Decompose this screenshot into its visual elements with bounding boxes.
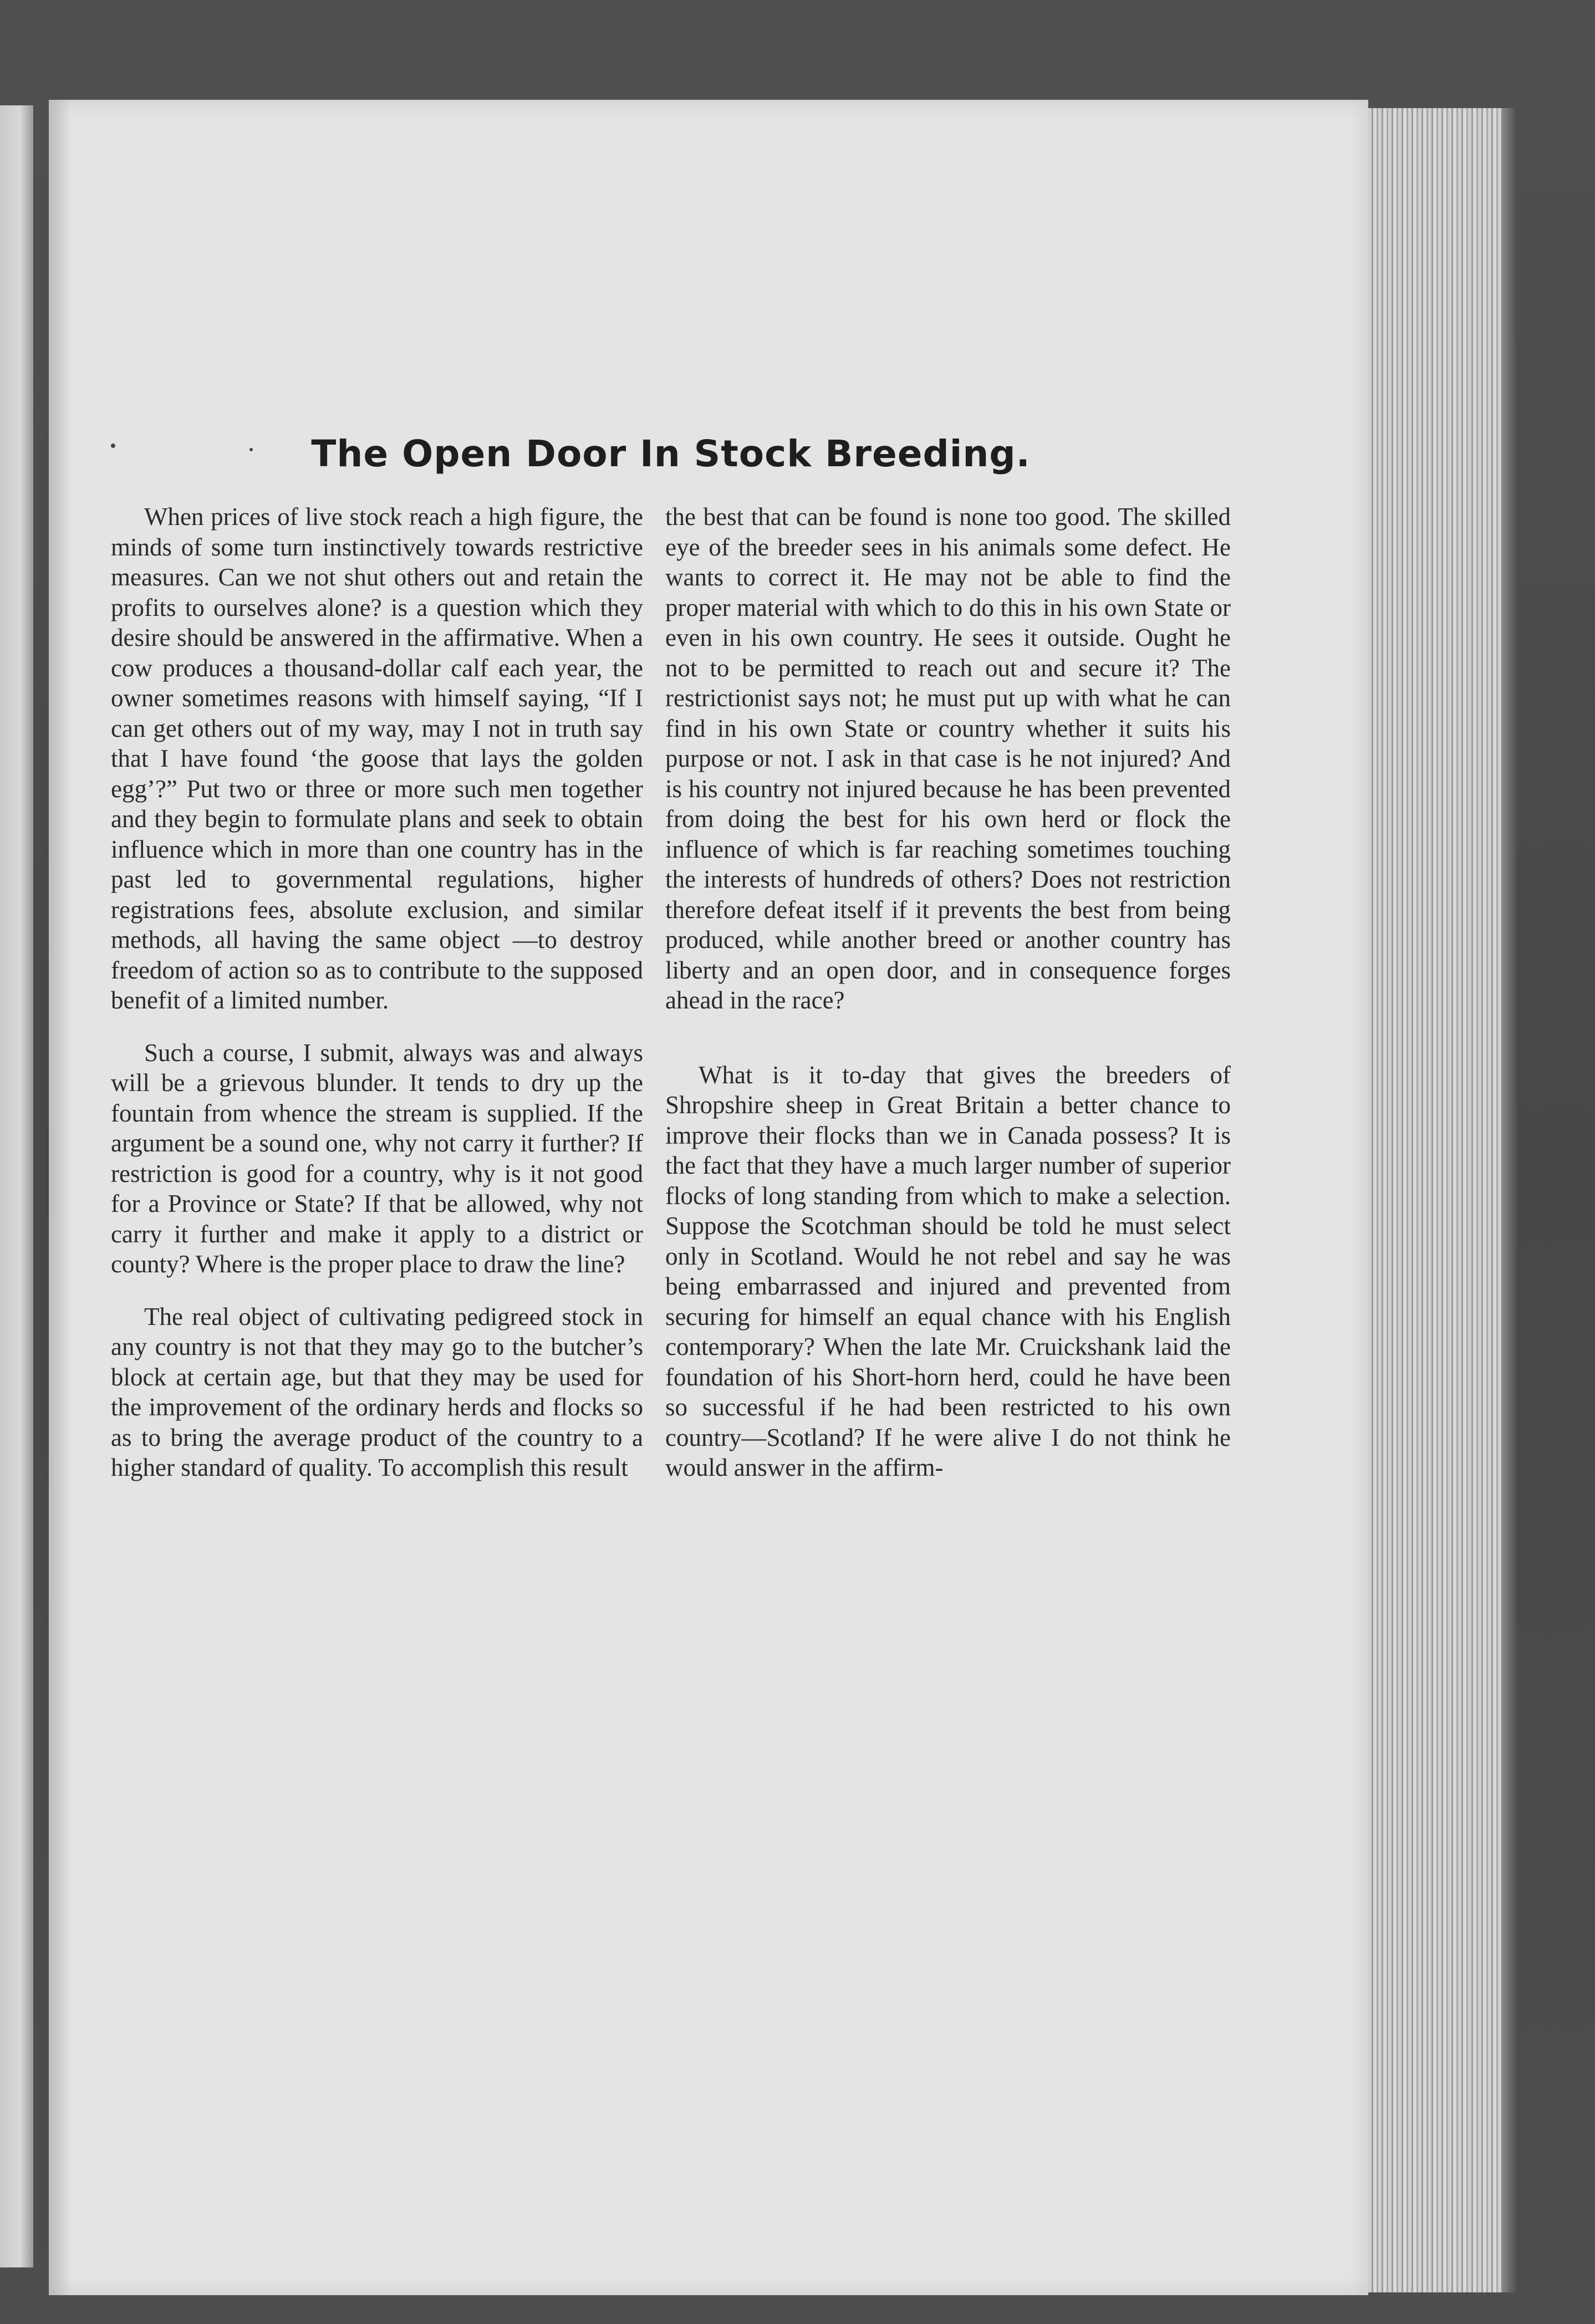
left-page-edge: [0, 105, 33, 2267]
left-column: [111, 502, 643, 1483]
paragraph: The real object of cultivating pedigreed stock in any country is not that they may go to the butcher’s block at certain age, but that they may be used for the improvement of the ordinary herds and flocks so as to bring the average product of the country to a higher standard of quality. To accomplish this result: [111, 1302, 643, 1481]
page-stack-shadow: [1501, 108, 1518, 2292]
paragraph: What is it to-day that gives the breeders of Shropshire sheep in Great Britain a better chance to improve their flocks than we in Canada possess? It is the fact that they have a much larger number of superior flocks of long standing from which to make a selection. Suppose the Scotchman should be told he must select only in Scotland. Would he not rebel and say he was being embarrassed and injured and prevented from securing for himself an equal chance with his English contemporary? When the late Mr. Cruickshank laid the foundation of his Short-horn herd, could he have been so successful if he had been restricted to his own country—Scotland? If he were alive I do not think he would answer in the affirm-: [665, 1061, 1231, 1481]
paragraph: When prices of live stock reach a high figure, the minds of some turn instinctively towards restrictive measures. Can we not shut others out and retain the profits to ourselves alone? is a question which they desire should be answered in the affirmative. When a cow produces a thousand-dollar calf each year, the owner sometimes reasons with himself saying, “If I can get others out of my way, may I not in truth say that I have found ‘the goose that lays the golden egg’?” Put two or three or more such men together and they begin to formulate plans and seek to obtain influence which in more than one country has in the past led to governmental regulations, higher registrations fees, absolute exclusion, and similar methods, all having the same object —to destroy freedom of action so as to contribute to the supposed benefit of a limited number.: [111, 503, 643, 1014]
ink-speck: [249, 448, 253, 451]
ink-speck: [111, 444, 115, 448]
right-column: [665, 502, 1231, 1483]
article-title: The Open Door In Stock Breeding.: [311, 432, 1031, 475]
page-gutter: [49, 100, 71, 2295]
page-stack-edge: [1368, 108, 1501, 2292]
paragraph: the best that can be found is none too good. The skilled eye of the breeder sees in his animals some defect. He wants to correct it. He may not be able to find the proper material with which to do this in his own State or even in his own country. He sees it outside. Ought he not to be permitted to reach out and secure it? The restrictionist says not; he must put up with what he can find in his own State or country whether it suits his purpose or not. I ask in that case is he not injured? And is his country not injured because he has been prevented from doing the best for his own herd or flock the influence of which is far reaching sometimes touching the interests of hundreds of others? Does not restriction therefore defeat itself if it prevents the best from being produced, while another breed or another country has liberty and an open door, and in consequence forges ahead in the race?: [665, 503, 1231, 1014]
paragraph: Such a course, I submit, always was and always will be a grievous blunder. It tends to dry up the fountain from whence the stream is supplied. If the argument be a sound one, why not carry it further? If restriction is good for a country, why is it not good for a Province or State? If that be allowed, why not carry it further and make it apply to a district or county? Where is the proper place to draw the line?: [111, 1038, 643, 1278]
